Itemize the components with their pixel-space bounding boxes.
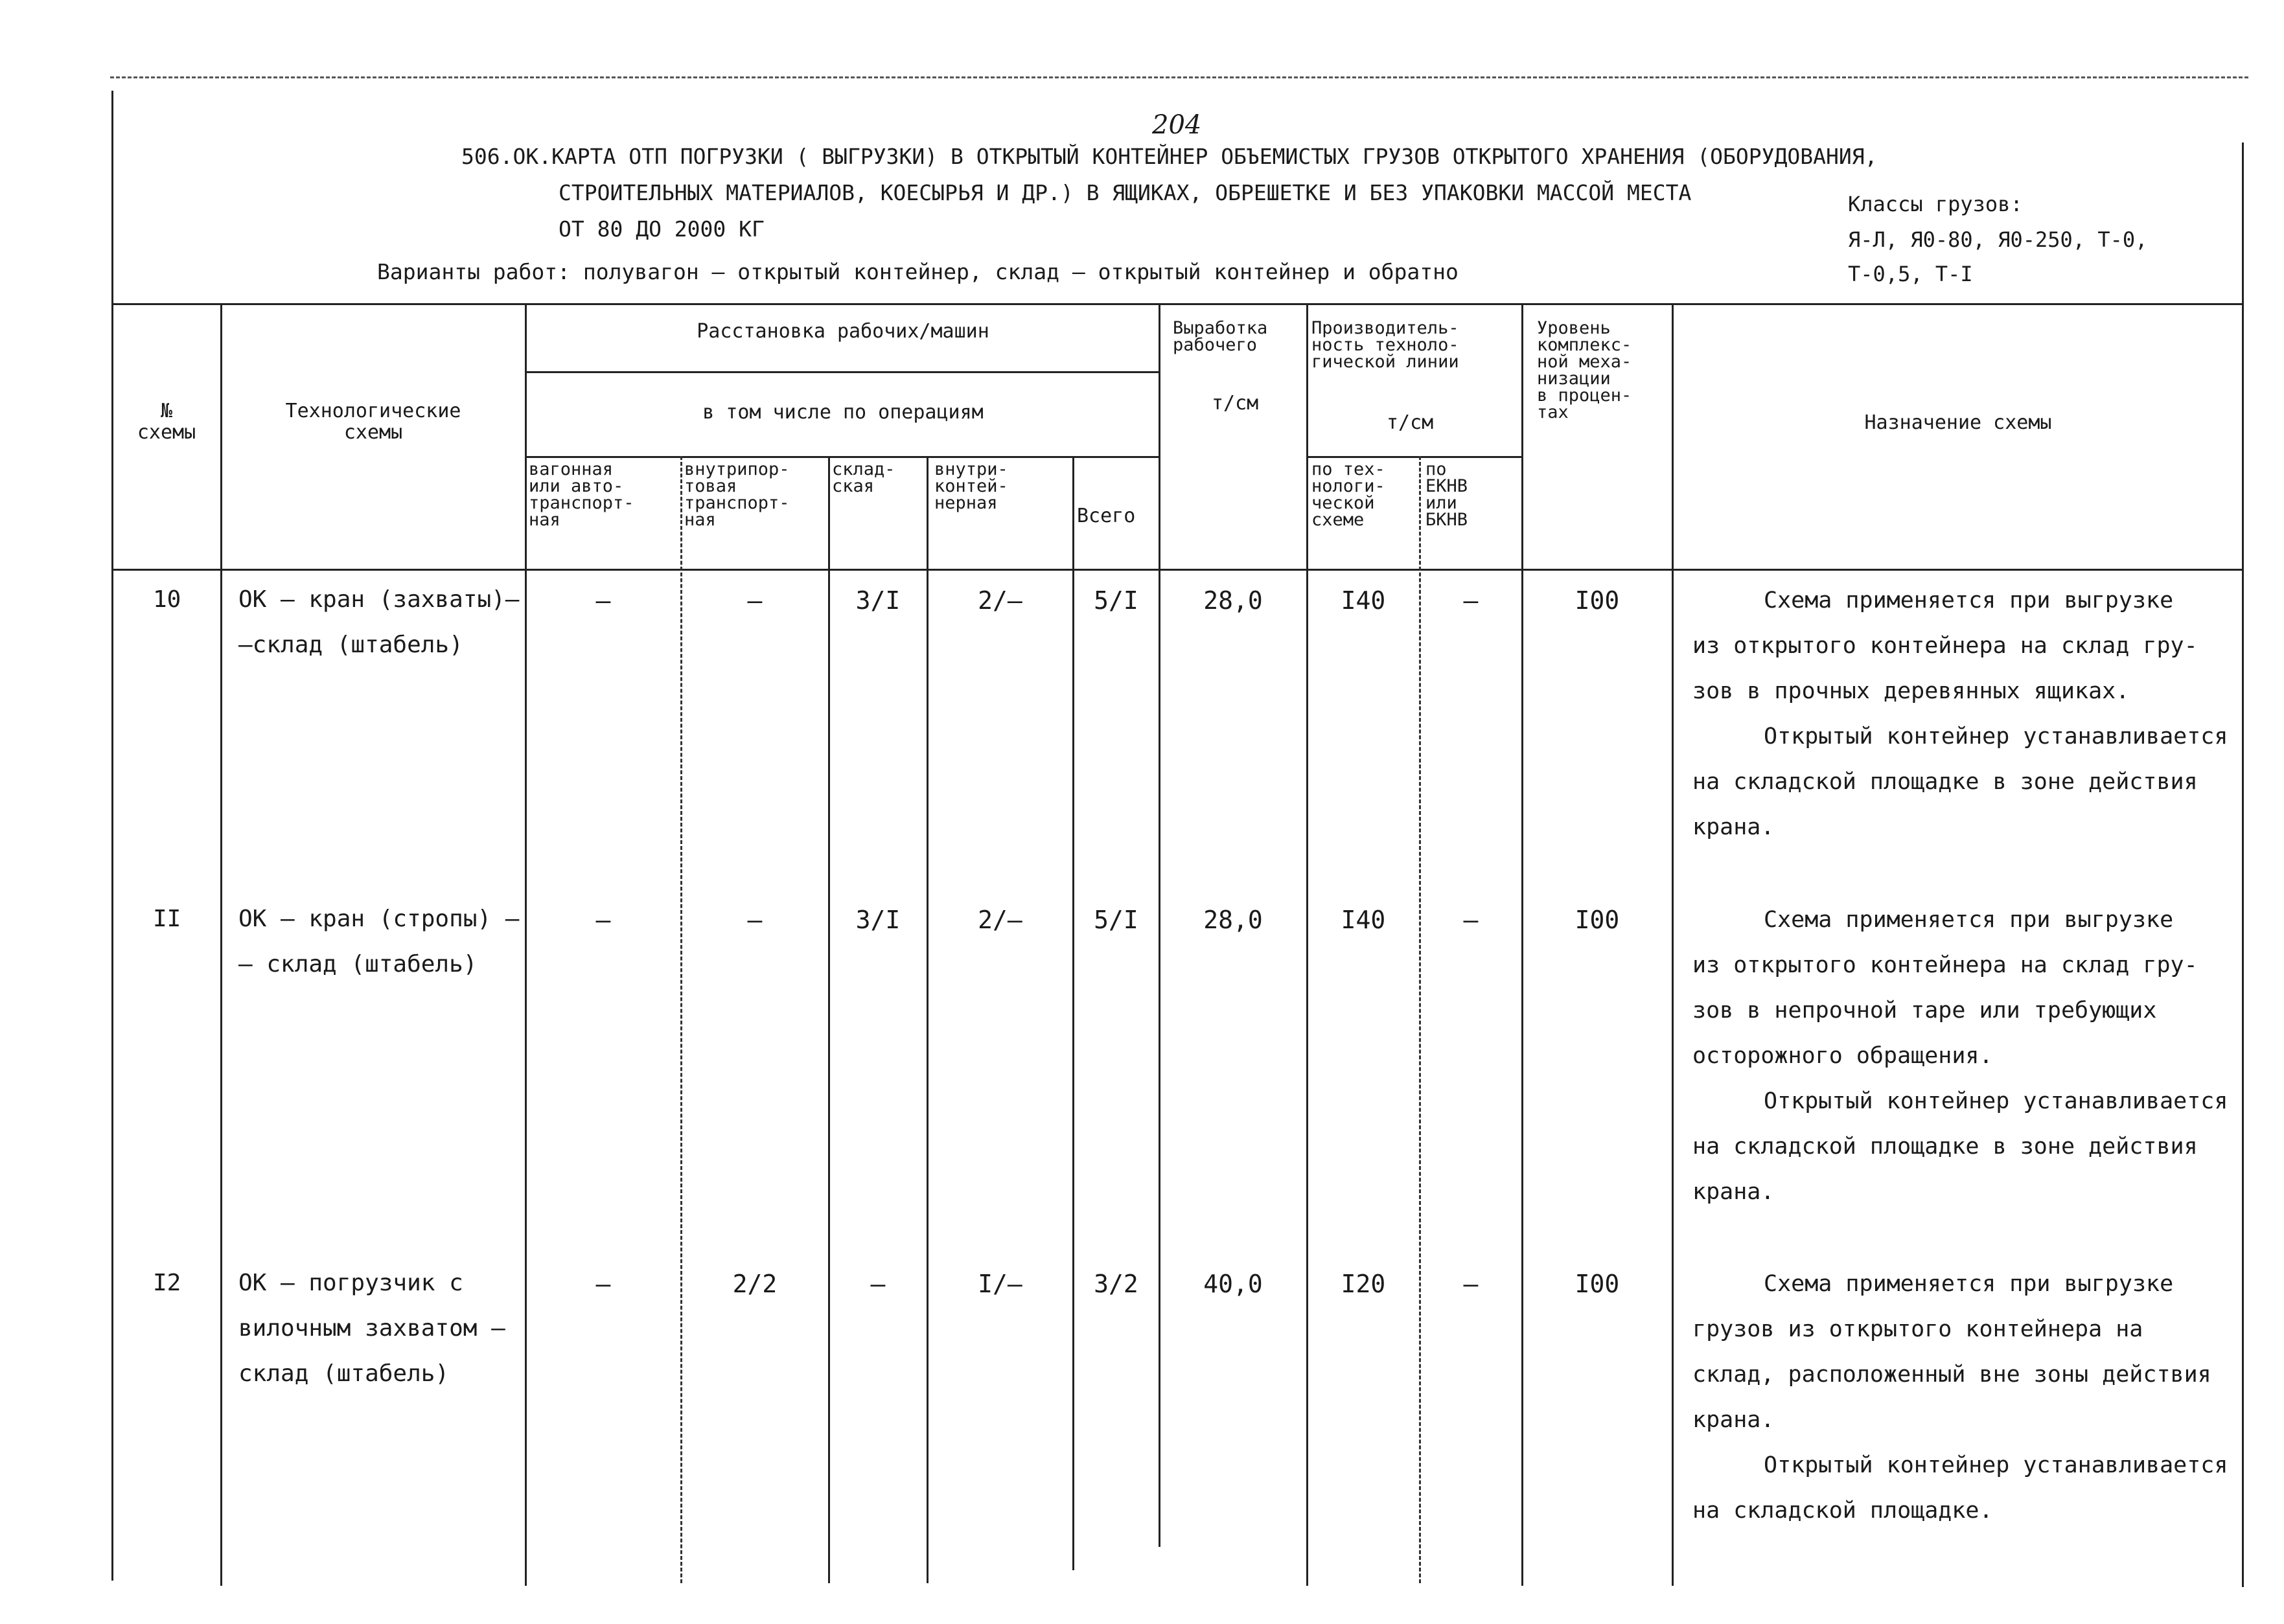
cargo-classes-line-1: Я-Л, Я0-80, Я0-250, Т-0, <box>1848 227 2148 252</box>
row-tech-line-2: – склад (штабель) <box>238 951 478 978</box>
row-warehouse: – <box>870 1270 886 1298</box>
row-purpose: Схема применяется при выгрузке из открытого контейнера на склад гру- зов в прочных деревянных ящиках. Открытый контейнер устанавливается на складской площадке в зоне действия крана. <box>1692 588 2228 840</box>
row-tech-line-1: ОК – погрузчик с <box>238 1270 463 1296</box>
title-line-3: ОТ 80 ДО 2000 КГ <box>559 216 765 242</box>
right-border <box>2242 143 2244 1587</box>
col-line-2 <box>525 303 527 1586</box>
hdr-op-wagon: вагонная или авто- транспорт- ная <box>529 459 634 530</box>
row-intraport: 2/2 <box>732 1270 778 1298</box>
table-top-line <box>111 303 2243 305</box>
row-prod-norm: – <box>1463 586 1479 615</box>
col-line-1 <box>220 303 222 1586</box>
row-prod-scheme: I40 <box>1341 906 1386 934</box>
row-wagon: – <box>595 586 611 615</box>
row-tech-line-2: –склад (штабель) <box>238 632 463 658</box>
col-line-9 <box>1521 303 1523 1586</box>
row-wagon: – <box>595 906 611 934</box>
row-intraport: – <box>747 586 763 615</box>
row-num: I2 <box>153 1270 181 1296</box>
cargo-classes-label: Классы грузов: <box>1848 192 2023 216</box>
row-total: 5/I <box>1094 586 1138 615</box>
subheader-line-2 <box>526 456 1160 458</box>
row-num: II <box>153 906 181 932</box>
work-variants: Варианты работ: полувагон – открытый контейнер, склад – открытый контейнер и обратно <box>377 259 1459 284</box>
hdr-op-intraport: внутрипор- товая транспорт- ная <box>684 459 790 530</box>
hdr-tech-schemes: Технологические схемы <box>285 400 461 444</box>
row-warehouse: 3/I <box>855 906 901 934</box>
row-tech-line-1: ОК – кран (стропы) – <box>238 906 520 932</box>
hdr-placement: Расстановка рабочих/машин <box>697 320 989 343</box>
top-border <box>110 76 2248 78</box>
title-line-2: СТРОИТЕЛЬНЫХ МАТЕРИАЛОВ, КОЕСЫРЬЯ И ДР.) В ЯЩИКАХ, ОБРЕШЕТКЕ И БЕЗ УПАКОВКИ МАССОЙ МЕСТА <box>559 180 1692 205</box>
row-wagon: – <box>595 1270 611 1298</box>
row-output: 40,0 <box>1203 1270 1263 1298</box>
row-intraport: – <box>747 906 763 934</box>
col-line-3 <box>680 456 682 1583</box>
col-line-5 <box>927 456 929 1583</box>
hdr-by-scheme: по тех- нологи- ческой схеме <box>1311 459 1385 530</box>
hdr-op-container: внутри- контей- нерная <box>934 459 1008 513</box>
hdr-output: Выработка рабочего <box>1173 318 1268 355</box>
hdr-purpose: Назначение схемы <box>1864 411 2052 434</box>
row-warehouse: 3/I <box>855 586 901 615</box>
page-number: 204 <box>1152 110 1202 140</box>
row-output: 28,0 <box>1203 586 1263 615</box>
row-container: 2/– <box>978 906 1022 934</box>
row-prod-scheme: I40 <box>1341 586 1386 615</box>
row-total: 3/2 <box>1094 1270 1138 1298</box>
hdr-scheme-no: № схемы <box>137 400 196 444</box>
left-border <box>111 91 113 1581</box>
col-line-5b <box>1072 456 1074 1570</box>
row-mech: I00 <box>1575 586 1620 615</box>
hdr-mech-level: Уровень комплекс- ной меха- низации в процен- тах <box>1537 318 1632 422</box>
row-tech-line-2: вилочным захватом – <box>238 1315 505 1342</box>
row-tech-line-3: склад (штабель) <box>238 1360 450 1387</box>
row-output: 28,0 <box>1203 906 1263 934</box>
row-container: I/– <box>978 1270 1022 1298</box>
row-prod-norm: – <box>1463 906 1479 934</box>
row-tech-line-1: ОК – кран (захваты)– <box>238 586 520 613</box>
row-mech: I00 <box>1575 1270 1620 1298</box>
hdr-output-unit: т/см <box>1212 392 1259 415</box>
row-mech: I00 <box>1575 906 1620 934</box>
cargo-classes-line-2: Т-0,5, Т-I <box>1848 262 1973 286</box>
row-prod-scheme: I20 <box>1341 1270 1386 1298</box>
col-line-10 <box>1672 303 1674 1586</box>
title-line-1: 506.ОК.КАРТА ОТП ПОГРУЗКИ ( ВЫГРУЗКИ) В ОТКРЫТЫЙ КОНТЕЙНЕР ОБЪЕМИСТЫХ ГРУЗОВ ОТКРЫТОГО ХРАНЕНИЯ (ОБОРУДОВАНИЯ, <box>461 144 1878 169</box>
row-prod-norm: – <box>1463 1270 1479 1298</box>
row-container: 2/– <box>978 586 1022 615</box>
subheader-line-3 <box>1308 456 1521 458</box>
row-purpose: Схема применяется при выгрузке грузов из открытого контейнера на склад, расположенный вне зоны действия крана. Открытый контейнер устанавливается на складской площадке. <box>1692 1271 2228 1524</box>
header-bottom-line <box>111 569 2243 571</box>
col-line-7 <box>1306 303 1308 1586</box>
row-total: 5/I <box>1094 906 1138 934</box>
row-num: 10 <box>153 586 181 613</box>
hdr-productivity: Производитель- ность техноло- гической линии <box>1311 318 1459 372</box>
subheader-line-1 <box>526 371 1160 373</box>
row-purpose: Схема применяется при выгрузке из открытого контейнера на склад гру- зов в непрочной таре или требующих осторожного обращения. Открытый контейнер устанавливается на складской площадке в зоне действия крана. <box>1692 907 2228 1205</box>
hdr-by-operations: в том числе по операциям <box>702 401 984 424</box>
col-line-4 <box>828 456 830 1583</box>
hdr-by-norms: по ЕКНВ или БКНВ <box>1425 459 1468 530</box>
hdr-op-warehouse: склад- ская <box>832 459 895 496</box>
col-line-8 <box>1419 456 1421 1583</box>
hdr-productivity-unit: т/см <box>1387 411 1434 434</box>
hdr-total: Всего <box>1077 505 1136 527</box>
